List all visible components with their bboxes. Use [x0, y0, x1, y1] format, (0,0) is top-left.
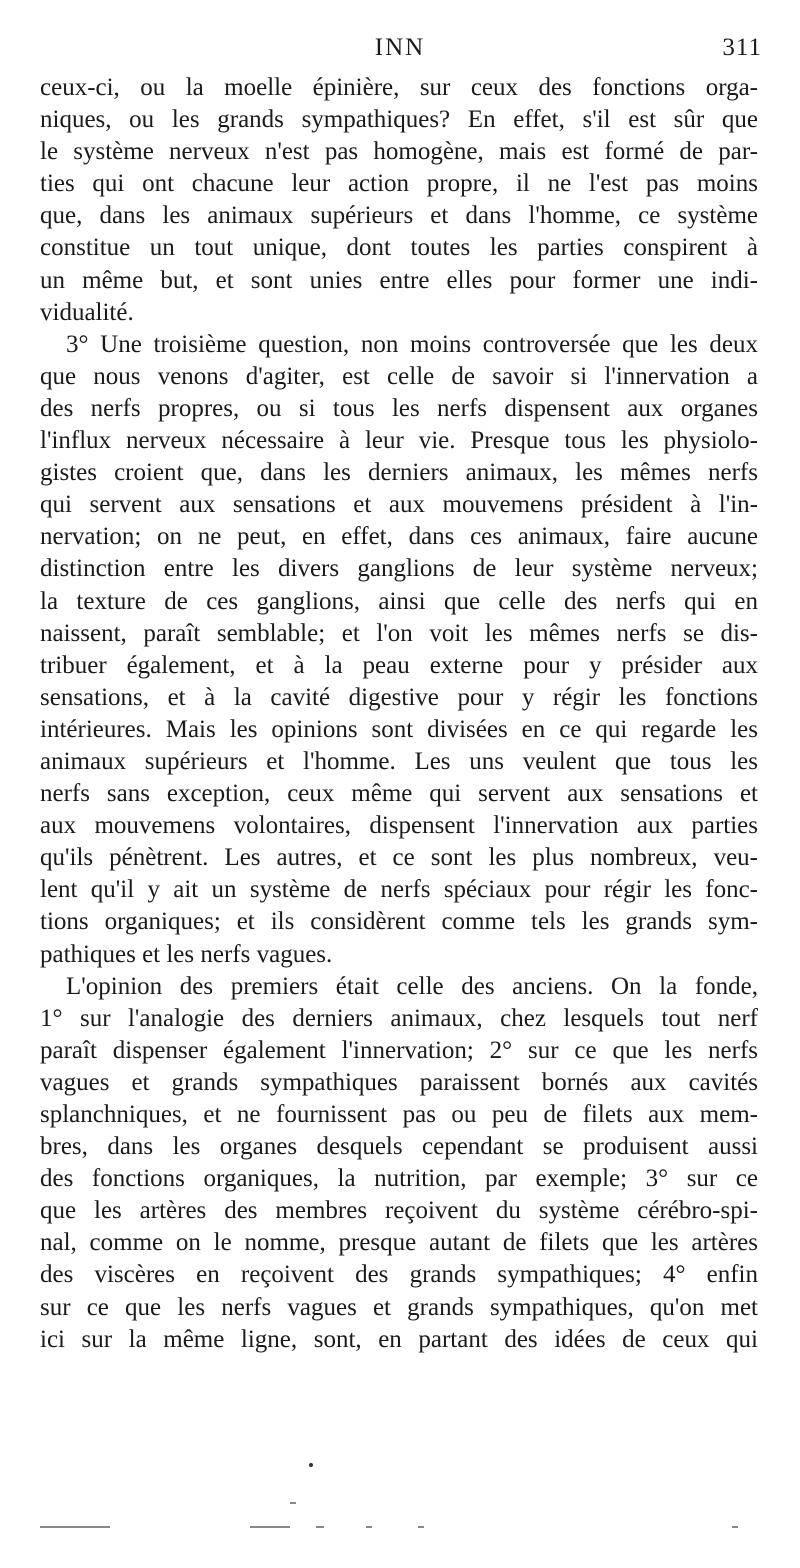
- text-line: naissent, paraît semblable; et l'on voit les mêmes nerfs se dis-: [40, 619, 758, 647]
- text-line: animaux supérieurs et l'homme. Les uns veulent que tous les: [40, 747, 758, 775]
- text-line: aux mouvemens volontaires, dispensent l'innervation aux parties: [40, 812, 758, 840]
- speckle-mark: [316, 1526, 324, 1528]
- text-line: gistes croient que, dans les derniers animaux, les mêmes nerfs: [40, 459, 758, 487]
- text-line: pathiques et les nerfs vagues.: [40, 940, 333, 968]
- text-line: un même but, et sont unies entre elles pour former une indi-: [40, 266, 758, 294]
- text-line: des viscères en reçoivent des grands sympathiques; 4° enfin: [40, 1261, 758, 1289]
- running-head: INN: [374, 34, 426, 61]
- text-line: constitue un tout unique, dont toutes les parties conspirent à: [40, 234, 758, 262]
- page-header: [0, 34, 800, 70]
- speckle-mark: [250, 1526, 290, 1528]
- text-line: que nous venons d'agiter, est celle de savoir si l'innervation a: [40, 362, 758, 390]
- text-line: sur ce que les nerfs vagues et grands sympathiques, qu'on met: [40, 1293, 758, 1321]
- text-line: qu'ils pénètrent. Les autres, et ce sont les plus nombreux, veu-: [40, 844, 758, 872]
- speckle-mark: [366, 1526, 372, 1528]
- text-line: lent qu'il y ait un système de nerfs spéciaux pour régir les fonc-: [40, 876, 758, 904]
- speckle-mark: [418, 1526, 424, 1528]
- text-line: tions organiques; et ils considèrent comme tels les grands sym-: [40, 908, 758, 936]
- text-line: vidualité.: [40, 298, 134, 326]
- paragraph-start-line: L'opinion des premiers était celle des anciens. On la fonde,: [66, 972, 758, 1000]
- text-line: distinction entre les divers ganglions de leur système nerveux;: [40, 555, 758, 583]
- text-line: splanchniques, et ne fournissent pas ou peu de filets aux mem-: [40, 1101, 758, 1128]
- text-line: ties qui ont chacune leur action propre, il ne l'est pas moins: [40, 170, 758, 198]
- speckle-mark: [309, 1463, 313, 1467]
- text-line: le système nerveux n'est pas homogène, mais est formé de par-: [40, 138, 758, 166]
- text-line: paraît dispenser également l'innervation; 2° sur ce que les nerfs: [40, 1036, 758, 1064]
- body-text: [40, 72, 758, 1356]
- text-line: nervation; on ne peut, en effet, dans ces animaux, faire aucune: [40, 523, 758, 551]
- text-line: des nerfs propres, ou si tous les nerfs dispensent aux organes: [40, 394, 758, 422]
- text-line: que les artères des membres reçoivent du système cérébro-spi-: [40, 1197, 758, 1225]
- speckle-mark: [40, 1526, 110, 1528]
- text-line: bres, dans les organes desquels cependant se produisent aussi: [40, 1133, 758, 1161]
- page-number: 311: [722, 34, 762, 61]
- text-line: sensations, et à la cavité digestive pour y régir les fonctions: [40, 683, 758, 711]
- speckle-mark: [732, 1526, 738, 1528]
- text-line: la texture de ces ganglions, ainsi que celle des nerfs qui en: [40, 587, 758, 615]
- text-line: ici sur la même ligne, sont, en partant des idées de ceux qui: [40, 1325, 758, 1353]
- text-line: intérieures. Mais les opinions sont divisées en ce qui regarde les: [40, 715, 758, 743]
- text-line: des fonctions organiques, la nutrition, par exemple; 3° sur ce: [40, 1165, 758, 1193]
- paragraph-start-line: 3° Une troisième question, non moins controversée que les deux: [66, 330, 758, 358]
- text-line: nerfs sans exception, ceux même qui servent aux sensations et: [40, 780, 758, 808]
- text-line: que, dans les animaux supérieurs et dans l'homme, ce système: [40, 202, 758, 230]
- text-line: l'influx nerveux nécessaire à leur vie. Presque tous les physiolo-: [40, 427, 758, 455]
- text-line: 1° sur l'analogie des derniers animaux, chez lesquels tout nerf: [40, 1004, 758, 1032]
- text-line: ceux-ci, ou la moelle épinière, sur ceux des fonctions orga-: [40, 74, 758, 101]
- text-line: vagues et grands sympathiques paraissent bornés aux cavités: [40, 1068, 758, 1096]
- text-line: qui servent aux sensations et aux mouvemens président à l'in-: [40, 491, 758, 519]
- speckle-mark: [290, 1502, 296, 1504]
- text-line: nal, comme on le nomme, presque autant de filets que les artères: [40, 1229, 758, 1257]
- page-speckles: [0, 1460, 800, 1540]
- text-line: niques, ou les grands sympathiques? En effet, s'il est sûr que: [40, 106, 758, 134]
- text-line: tribuer également, et à la peau externe pour y présider aux: [40, 651, 758, 679]
